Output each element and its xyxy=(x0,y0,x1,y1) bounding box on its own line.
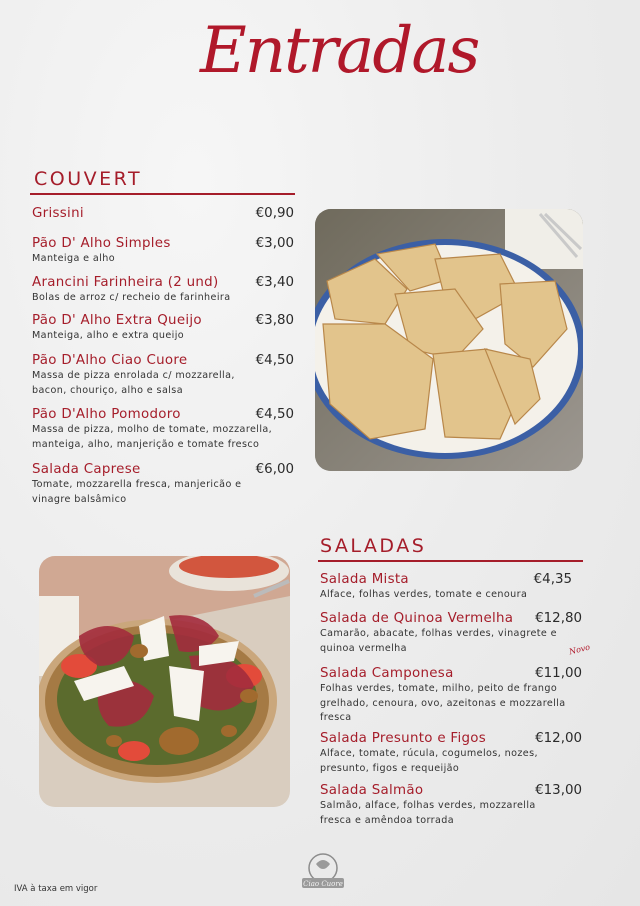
item-name: Pão D'Alho Pomodoro xyxy=(32,407,181,422)
menu-item-pao-alho-queijo xyxy=(32,313,294,344)
menu-item-pao-alho-ciao-cuore xyxy=(32,353,294,398)
saladas-divider xyxy=(318,560,583,562)
menu-item-salada-quinoa xyxy=(320,611,582,656)
item-description: Bolas de arroz c/ recheio de farinheira xyxy=(32,292,231,303)
menu-item-salada-presunto-figos xyxy=(320,731,582,776)
item-name: Pão D'Alho Ciao Cuore xyxy=(32,353,188,368)
couvert-divider xyxy=(30,193,295,195)
saladas-heading: SALADAS xyxy=(320,535,427,557)
menu-item-salada-salmao xyxy=(320,783,582,828)
item-description: Massa de pizza enrolada c/ mozzarella, bacon, chouriço, alho e salsa xyxy=(32,370,235,396)
item-description: Manteiga e alho xyxy=(32,253,116,264)
item-description: Camarão, abacate, folhas verdes, vinagrete e quinoa vermelha xyxy=(320,628,557,654)
item-price: €3,80 xyxy=(255,313,294,328)
footer-note: IVA à taxa em vigor xyxy=(14,884,98,894)
menu-item-salada-camponesa xyxy=(320,666,582,726)
menu-item-salada-caprese xyxy=(32,462,294,507)
item-price: €0,90 xyxy=(255,206,294,221)
item-description: Tomate, mozzarella fresca, manjericão e vinagre balsâmico xyxy=(32,479,242,505)
item-description: Alface, folhas verdes, tomate e cenoura xyxy=(320,589,528,600)
item-price: €12,00 xyxy=(535,731,582,746)
item-name: Pão D' Alho Simples xyxy=(32,236,171,251)
item-description: Salmão, alface, folhas verdes, mozzarella fresca e amêndoa torrada xyxy=(320,800,536,826)
item-name: Salada Presunto e Figos xyxy=(320,731,487,746)
item-price: €11,00 xyxy=(535,666,582,681)
item-price: €6,00 xyxy=(255,462,294,477)
item-name: Pão D' Alho Extra Queijo xyxy=(32,313,202,328)
item-description: Massa de pizza, molho de tomate, mozzarella, manteiga, alho, manjerição e tomate fresco xyxy=(32,424,273,450)
item-price: €4,50 xyxy=(255,353,294,368)
menu-item-arancini xyxy=(32,275,294,306)
item-name: Salada Salmão xyxy=(320,783,424,798)
item-price: €4,50 xyxy=(255,407,294,422)
menu-item-pao-alho-simples xyxy=(32,236,294,267)
item-price: €3,40 xyxy=(255,275,294,290)
item-price: €3,00 xyxy=(255,236,294,251)
item-price: €4,35 xyxy=(533,572,572,587)
item-name: Salada Mista xyxy=(320,572,409,587)
item-name: Salada de Quinoa Vermelha xyxy=(320,611,514,626)
item-description: Manteiga, alho e extra queijo xyxy=(32,330,185,341)
novo-badge: Novo xyxy=(568,642,591,657)
page-title: Entradas xyxy=(200,14,479,88)
item-description: Folhas verdes, tomate, milho, peito de frango grelhado, cenoura, ovo, azeitonas e mozzarella fresca xyxy=(320,683,566,723)
item-name: Arancini Farinheira (2 und) xyxy=(32,275,219,290)
menu-item-pao-alho-pomodoro xyxy=(32,407,294,452)
menu-item-grissini xyxy=(32,206,294,221)
svg-text:Ciao Cuore: Ciao Cuore xyxy=(303,880,343,888)
item-price: €12,80 xyxy=(535,611,582,626)
item-name: Grissini xyxy=(32,206,84,221)
couvert-heading: COUVERT xyxy=(34,168,143,190)
item-name: Salada Camponesa xyxy=(320,666,454,681)
garlic-bread-photo xyxy=(315,209,583,471)
item-description: Alface, tomate, rúcula, cogumelos, nozes, presunto, figos e requeijão xyxy=(320,748,538,774)
item-name: Salada Caprese xyxy=(32,462,141,477)
menu-item-salada-mista xyxy=(320,572,582,603)
item-price: €13,00 xyxy=(535,783,582,798)
salad-photo xyxy=(39,556,290,807)
restaurant-logo xyxy=(298,852,348,890)
